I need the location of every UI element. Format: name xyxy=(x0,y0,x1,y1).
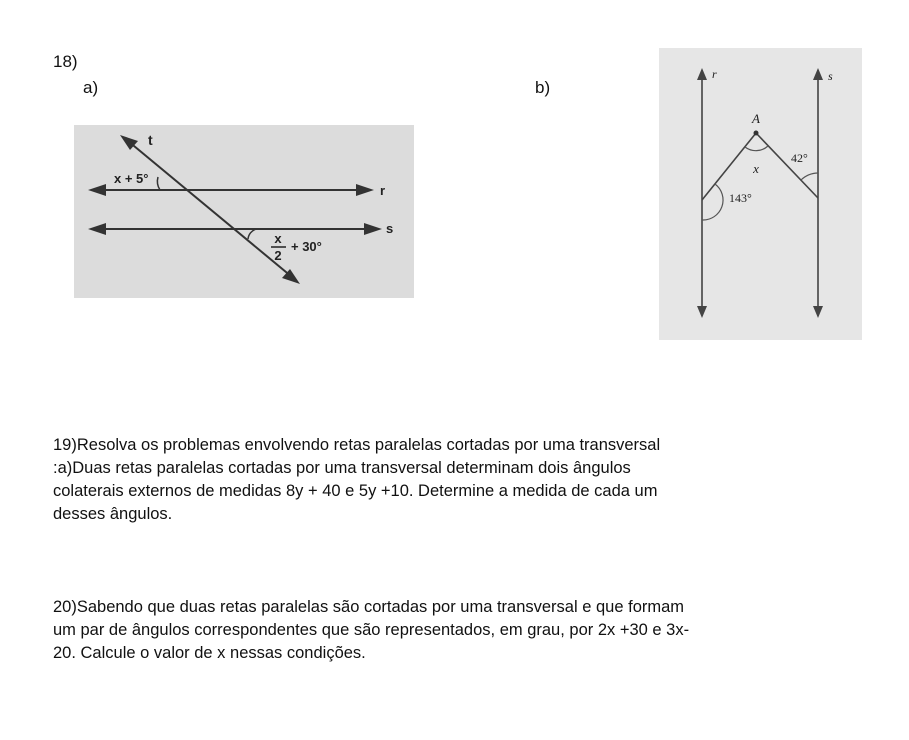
figure-a xyxy=(74,125,414,298)
question-19-line-4: desses ângulos. xyxy=(53,505,173,523)
figure-b-background xyxy=(659,48,862,340)
line-r-label: r xyxy=(380,183,386,198)
part-b-label: b) xyxy=(535,78,551,97)
line-s-label: s xyxy=(386,221,394,236)
figure-a-diagram xyxy=(74,125,414,298)
angle-bottom-denominator: 2 xyxy=(274,248,282,263)
question-19-line-1: 19)Resolva os problemas envolvendo retas paralelas cortadas por uma transversal xyxy=(53,436,661,454)
angle-143-label: 143° xyxy=(729,191,752,205)
line-r-label: r xyxy=(712,67,717,81)
question-18-number: 18) xyxy=(53,52,78,71)
figure-b xyxy=(659,48,862,340)
part-a-label: a) xyxy=(83,78,99,97)
question-20 xyxy=(53,596,843,665)
line-t-label: t xyxy=(148,132,153,148)
angle-top-label: x + 5° xyxy=(114,171,149,186)
question-19-line-3: colaterais externos de medidas 8y + 40 e 5y +10. Determine a medida de cada um xyxy=(53,482,658,500)
line-s-label: s xyxy=(828,69,833,83)
question-19 xyxy=(53,434,843,526)
angle-bottom-numerator: x xyxy=(274,231,282,246)
point-a-label: A xyxy=(752,111,760,126)
angle-x-label: x xyxy=(753,161,759,176)
point-a xyxy=(754,131,759,136)
angle-42-label: 42° xyxy=(791,151,808,165)
angle-bottom-rest: + 30° xyxy=(291,239,322,254)
question-20-line-1: 20)Sabendo que duas retas paralelas são cortadas por uma transversal e que formam xyxy=(53,598,685,616)
question-20-line-2: um par de ângulos correspondentes que são representados, em grau, por 2x +30 e 3x- xyxy=(53,621,690,639)
figure-b-diagram xyxy=(659,48,862,340)
question-20-line-3: 20. Calcule o valor de x nessas condições. xyxy=(53,644,366,662)
figure-a-background xyxy=(74,125,414,298)
question-19-line-2: :a)Duas retas paralelas cortadas por uma transversal determinam dois ângulos xyxy=(53,459,631,477)
